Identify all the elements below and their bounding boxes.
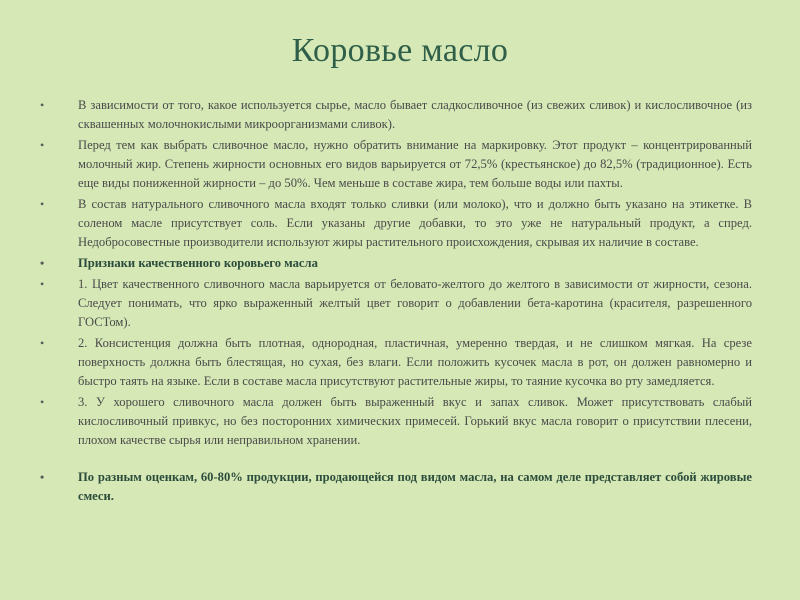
bullet-icon: • [40,138,45,152]
bullet-icon: • [40,470,45,484]
list-item-text: В зависимости от того, какое используется сырье, масло бывает сладкосливочное (из свежих сливок) и кислосливочное (из сквашенных молочнокислыми микроорганизмами сливок). [78,98,752,131]
list-item [40,96,752,134]
list-item-text: 1. Цвет качественного сливочного масла варьируется от беловато-желтого до желтого в зависимости от жирности, сезона. Следует понимать, что ярко выраженный желтый цвет говорит о добавлении бета-каротина (красителя, разрешенного ГОСТом). [78,277,752,329]
list-item-text: В состав натурального сливочного масла входят только сливки (или молоко), что и должно быть указано на этикетке. В соленом масле присутствует соль. Если указаны другие добавки, то это уже не натуральный продукт, а спред. Недобросовестные производители используют жиры растительного происхождения, скрывая их наличие в составе. [78,197,752,249]
bullet-icon: • [40,277,45,291]
spacer [60,452,752,468]
bullet-icon: • [40,256,45,270]
list-item-text: 3. У хорошего сливочного масла должен быть выраженный вкус и запах сливок. Может присутствовать слабый кислосливочный привкус, но без посторонних химических примесей. Горький вкус масла говорит о присутствии плесени, плохом качестве сырья или неправильном хранении. [78,395,752,447]
list-item [40,334,752,391]
conclusion-text: По разным оценкам, 60-80% продукции, продающейся под видом масла, на самом деле представляет собой жировые смеси. [78,470,752,503]
section-heading: Признаки качественного коровьего масла [78,256,318,270]
bullet-icon: • [40,197,45,211]
slide-title: Коровье масло [291,32,509,69]
list-item [40,275,752,332]
bullet-icon: • [40,336,45,350]
list-item [40,136,752,193]
bullet-icon: • [40,98,45,112]
list-item [40,195,752,252]
list-item-heading [40,254,752,273]
list-item-text: 2. Консистенция должна быть плотная, однородная, пластичная, умеренно твердая, и не слишком мягкая. На срезе поверхность должна быть блестящая, но сухая, без влаги. Если положить кусочек масла в рот, он должен равномерно и быстро таять на языке. Если в составе масла присутствуют растительные жиры, то таяние кусочка во рту замедляется. [78,336,752,388]
bullet-list [40,96,752,508]
list-item [40,393,752,450]
bullet-icon: • [40,395,45,409]
list-item-text: Перед тем как выбрать сливочное масло, нужно обратить внимание на маркировку. Этот продукт – концентрированный молочный жир. Степень жирности основных его видов варьируется от 72,5% (крестьянское) до 82,5% (традиционное). Есть еще виды пониженной жирности – до 50%. Чем меньше в составе жира, тем больше воды или пахты. [78,138,752,190]
list-item-conclusion [40,468,752,506]
